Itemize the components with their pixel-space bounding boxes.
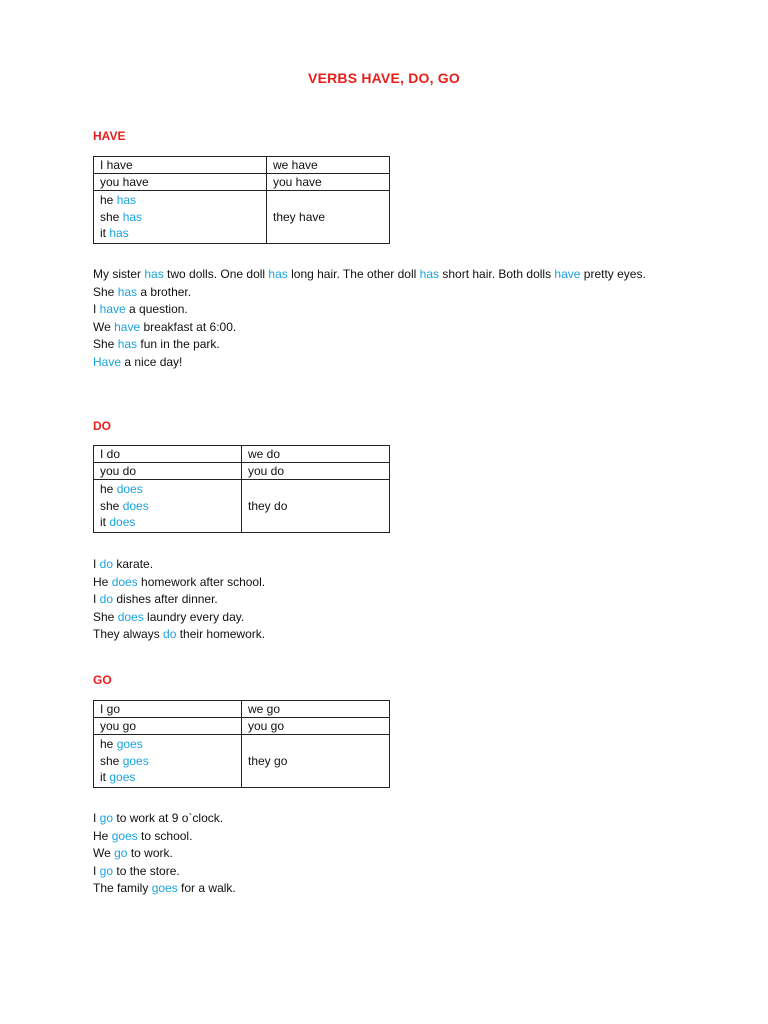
example-sentence [93, 626, 673, 644]
example-sentence [93, 810, 673, 828]
section-heading-go: GO [93, 673, 112, 687]
highlighted-verb: do [99, 557, 114, 571]
page-title: VERBS HAVE, DO, GO [308, 70, 460, 86]
example-sentence [93, 266, 673, 284]
table-row [94, 157, 390, 174]
example-sentence [93, 354, 673, 372]
table-row [94, 191, 390, 244]
highlighted-verb: do [99, 592, 114, 607]
table-cell: we go [242, 701, 390, 718]
conjugation-line: he goes [100, 737, 143, 751]
sentence-text: I [93, 302, 100, 317]
highlighted-verb: has [144, 267, 164, 281]
sentence-text: homework after school. [137, 574, 266, 589]
sentence-text: I [93, 557, 100, 571]
table-row [94, 463, 390, 480]
highlighted-verb: have [99, 302, 126, 317]
table-cell: you go [242, 718, 390, 735]
sentence-text: The family [93, 881, 152, 896]
highlighted-verb: go [99, 863, 114, 878]
highlighted-verb: has [117, 337, 138, 352]
table-cell: we do [242, 446, 390, 463]
example-sentence [93, 336, 673, 354]
sentence-text: My sister [93, 267, 145, 281]
conjugation-table-have [93, 156, 390, 244]
sentence-text: laundry every day. [143, 609, 245, 624]
highlighted-verb: have [554, 267, 581, 281]
sentence-text: two dolls. One doll [163, 267, 269, 281]
table-cell: I do [94, 446, 242, 463]
table-row [94, 480, 390, 533]
table-cell: they go [242, 735, 390, 788]
highlighted-verb: has [419, 267, 440, 281]
example-sentence [93, 845, 673, 863]
sentence-text: pretty eyes. [580, 267, 646, 281]
example-sentences-go [93, 810, 673, 898]
table-row [94, 735, 390, 788]
conjugation-line: it does [100, 515, 136, 529]
example-sentence [93, 880, 673, 898]
highlighted-verb: go [114, 846, 128, 861]
example-sentence [93, 556, 673, 574]
sentence-text: He [93, 828, 112, 843]
table-cell: I have [94, 157, 267, 174]
example-sentence [93, 319, 673, 337]
highlighted-verb: goes [111, 828, 138, 843]
sentence-text: I [93, 592, 100, 607]
example-sentences-do [93, 556, 673, 644]
example-sentence [93, 301, 673, 319]
table-cell: they do [242, 480, 390, 533]
table-cell: they have [267, 191, 390, 244]
highlighted-verb: go [99, 811, 114, 825]
conjugation-table-go [93, 700, 390, 788]
table-cell: I go [94, 701, 242, 718]
conjugation-line: he has [100, 193, 137, 207]
sentence-text: karate. [113, 557, 154, 571]
table-cell: we have [267, 157, 390, 174]
sentence-text: They always [93, 627, 164, 642]
example-sentence [93, 828, 673, 846]
sentence-text: a brother. [137, 284, 192, 299]
example-sentence [93, 609, 673, 627]
highlighted-verb: has [117, 284, 138, 299]
table-row [94, 446, 390, 463]
sentence-text: She [93, 337, 118, 352]
highlighted-verb: does [111, 574, 138, 589]
conjugation-line: it has [100, 226, 129, 240]
table-cell: you do [94, 463, 242, 480]
sentence-text: breakfast at 6:00. [140, 319, 237, 334]
conjugation-line: it goes [100, 770, 136, 784]
sentence-text: dishes after dinner. [113, 592, 218, 607]
sentence-text: for a walk. [177, 881, 236, 896]
table-row [94, 174, 390, 191]
table-cell: you have [94, 174, 267, 191]
conjugation-table-do [93, 445, 390, 533]
example-sentence [93, 284, 673, 302]
highlighted-verb: have [114, 319, 141, 334]
sentence-text: She [93, 609, 118, 624]
sentence-text: We [93, 319, 115, 334]
conjugation-line: he does [100, 482, 143, 496]
highlighted-verb: Have [93, 354, 122, 369]
example-sentence [93, 591, 673, 609]
sentence-text: to work at 9 o`clock. [113, 811, 224, 825]
sentence-text: their homework. [176, 627, 266, 642]
conjugation-line: she does [100, 498, 149, 513]
table-cell-third-person [94, 480, 242, 533]
sentence-text: We [93, 846, 115, 861]
table-row [94, 701, 390, 718]
highlighted-verb: does [117, 609, 144, 624]
highlighted-verb: do [163, 627, 177, 642]
table-cell-third-person [94, 735, 242, 788]
example-sentence [93, 863, 673, 881]
sentence-text: a nice day! [121, 354, 183, 369]
sentence-text: long hair. The other doll [287, 267, 420, 281]
table-cell: you do [242, 463, 390, 480]
sentence-text: He [93, 574, 112, 589]
sentence-text: I [93, 811, 100, 825]
sentence-text: to work. [127, 846, 173, 861]
table-cell-third-person [94, 191, 267, 244]
sentence-text: fun in the park. [137, 337, 220, 352]
sentence-text: to the store. [113, 863, 180, 878]
table-cell: you go [94, 718, 242, 735]
sentence-text: short hair. Both dolls [439, 267, 555, 281]
highlighted-verb: has [268, 267, 288, 281]
table-cell: you have [267, 174, 390, 191]
section-heading-do: DO [93, 419, 111, 433]
sentence-text: a question. [125, 302, 188, 317]
conjugation-line: she goes [100, 753, 149, 768]
sentence-text: to school. [137, 828, 193, 843]
sentence-text: I [93, 863, 100, 878]
highlighted-verb: goes [151, 881, 178, 896]
section-heading-have: HAVE [93, 129, 126, 143]
conjugation-line: she has [100, 209, 143, 224]
table-row [94, 718, 390, 735]
example-sentence [93, 574, 673, 592]
example-sentences-have [93, 266, 673, 372]
sentence-text: She [93, 284, 118, 299]
